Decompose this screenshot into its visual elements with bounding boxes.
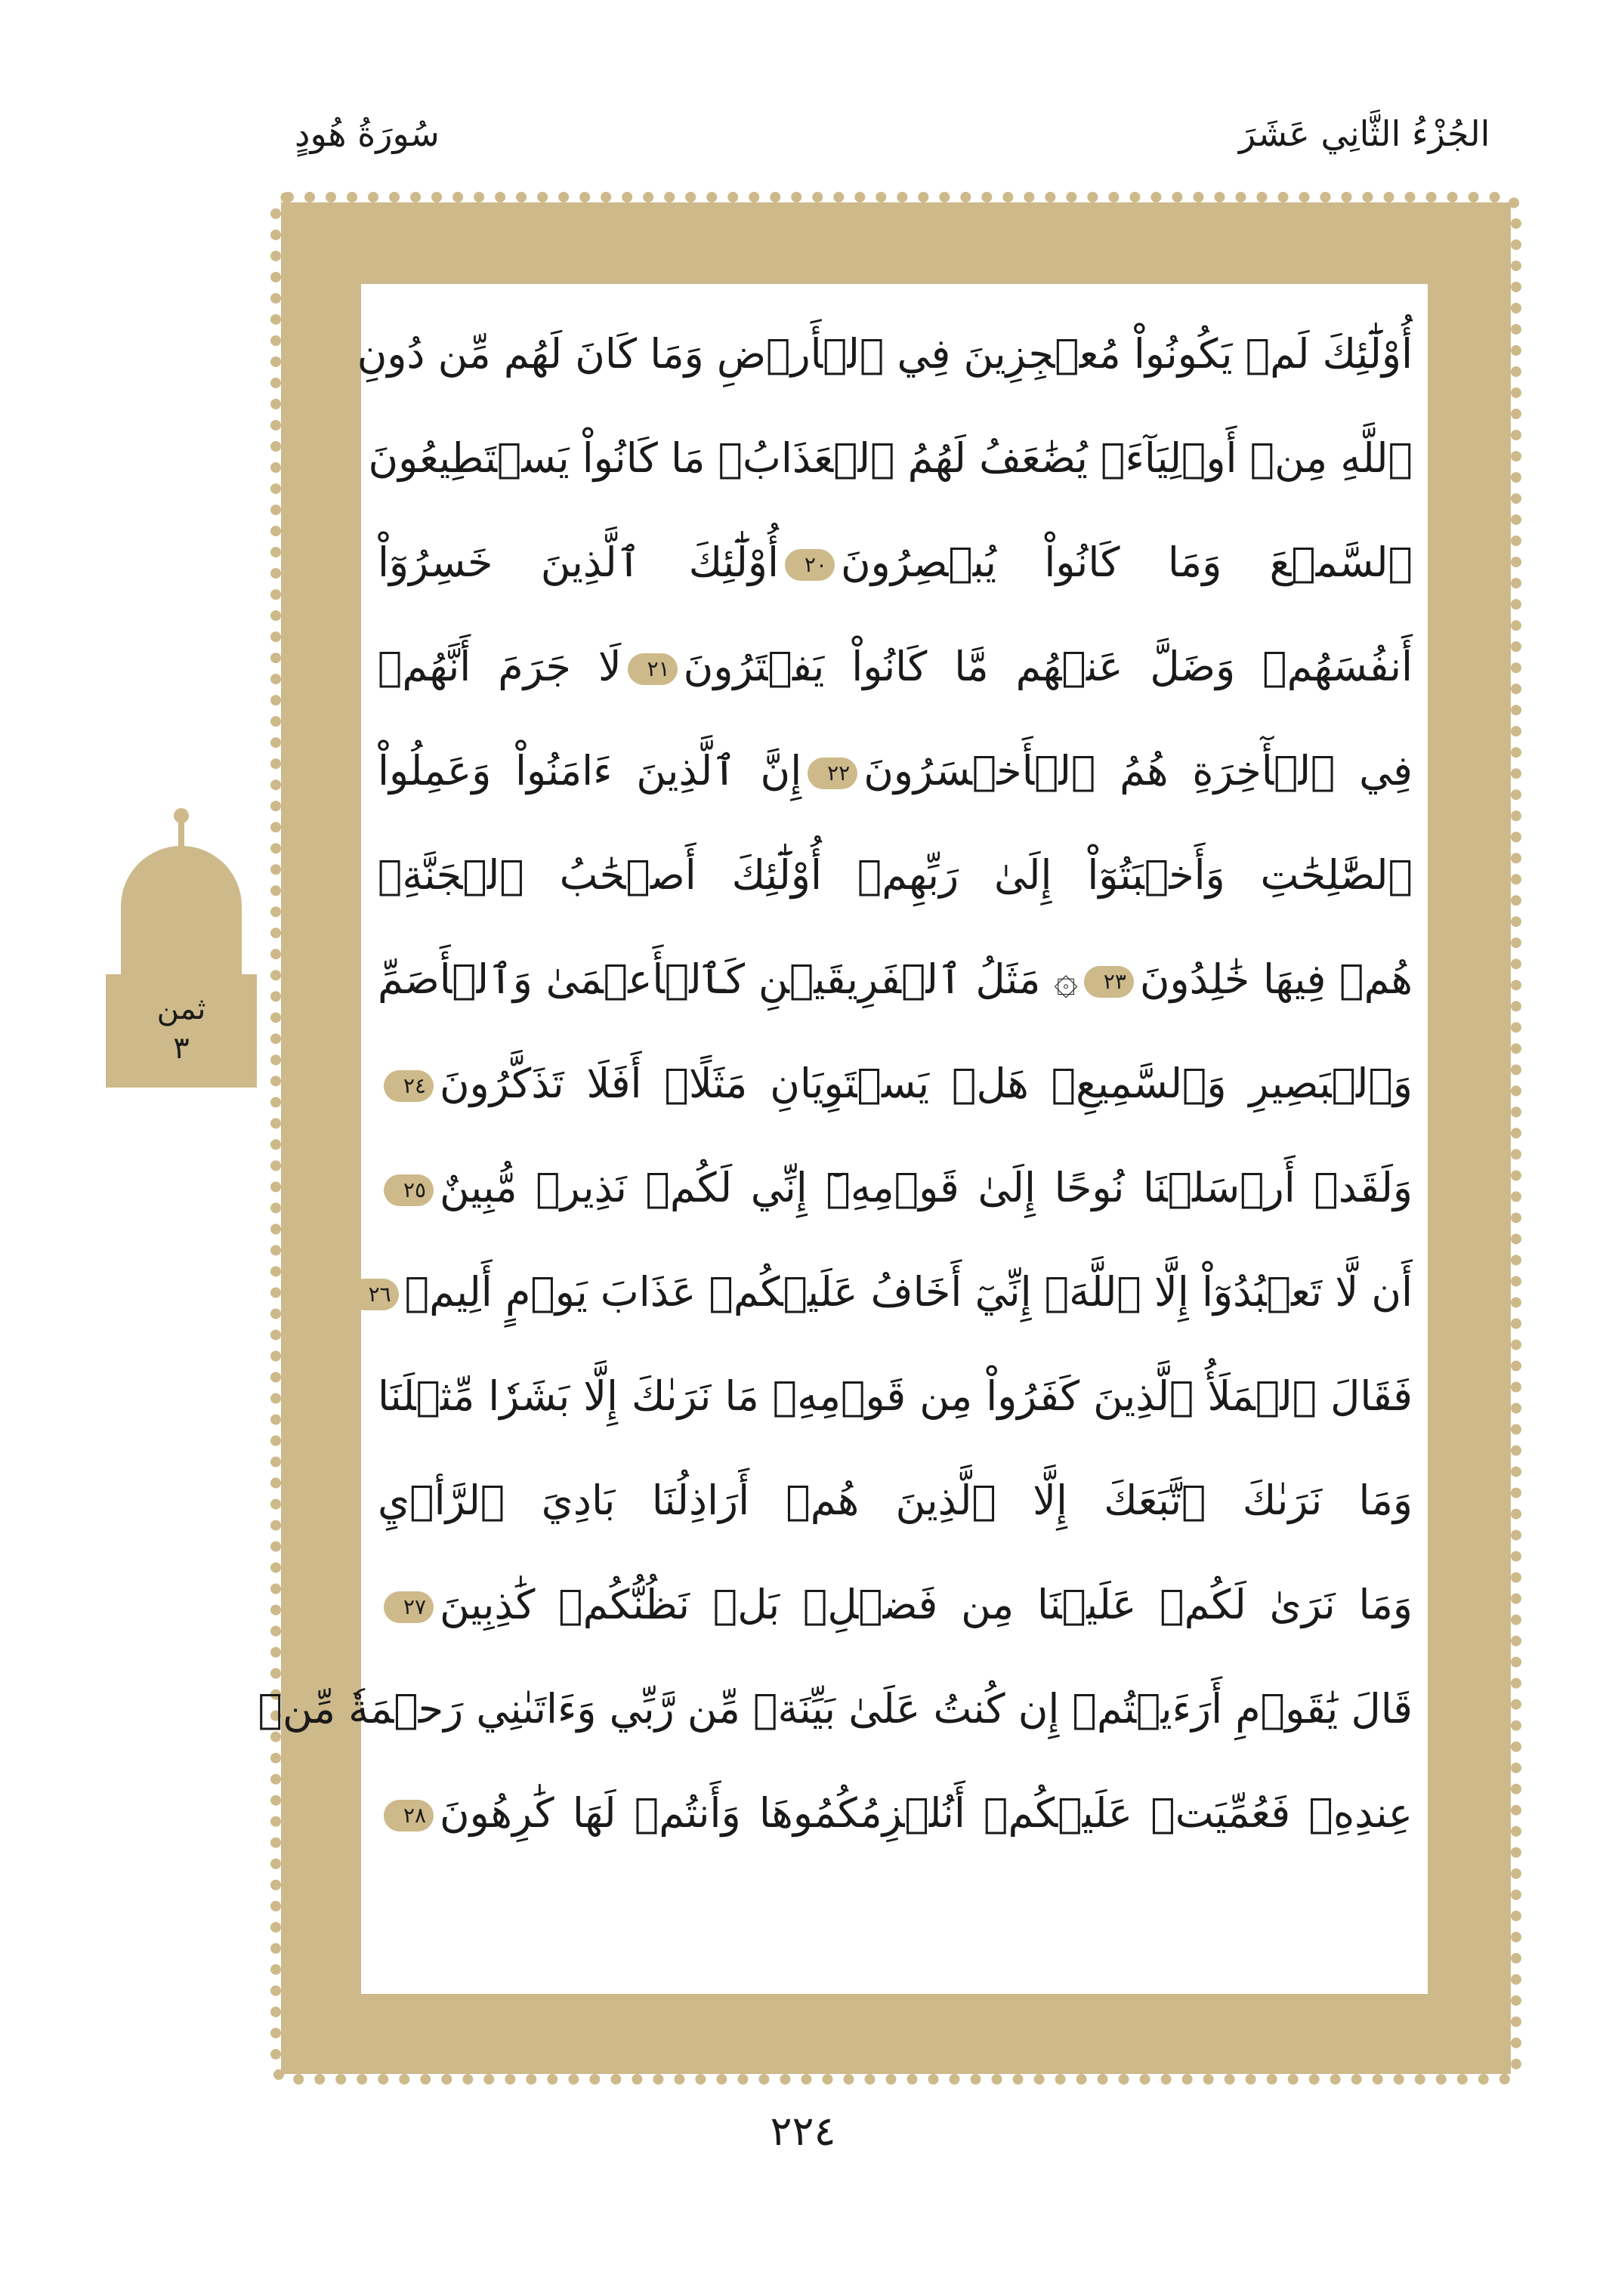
verse-text: ٱلصَّٰلِحَٰتِ وَأَخۡبَتُوٓاْ إِلَىٰ رَبِّهِمۡ أُوْلَٰٓئِكَ أَصۡحَٰبُ ٱلۡجَنَّةِۖ <box>378 851 1413 899</box>
ayah-number-badge: ٢١ <box>628 653 678 685</box>
ayah-number-badge: ٢٣ <box>1084 966 1134 998</box>
surah-title: سُورَةُ هُودٍ <box>295 113 440 154</box>
verse-text: عِندِهِۦ فَعُمِّيَتۡ عَلَيۡكُمۡ أَنُلۡزِمُكُمُوهَا وَأَنتُمۡ لَهَا كَٰرِهُونَ <box>440 1789 1413 1837</box>
verse-text: ٱللَّهِ مِنۡ أَوۡلِيَآءَۘ يُضَٰعَفُ لَهُمُ ٱلۡعَذَابُۚ مَا كَانُواْ يَسۡتَطِيعُونَ <box>368 434 1413 482</box>
text-line <box>378 1761 1413 1866</box>
ayah-number-badge: ٢٧ <box>384 1591 434 1623</box>
text-line <box>378 1553 1413 1657</box>
ayah-number-badge: ٢٠ <box>785 549 835 581</box>
text-line <box>368 406 1413 511</box>
text-line <box>378 1344 1413 1449</box>
marker-number: ٣ <box>173 1031 190 1066</box>
text-line <box>378 927 1413 1032</box>
verse-text: قَالَ يَٰقَوۡمِ أَرَءَيۡتُمۡ إِن كُنتُ عَلَىٰ بَيِّنَةٖ مِّن رَّبِّي وَءَاتَىٰنِي رَحۡمَةٗ مِّنۡ <box>258 1685 1413 1733</box>
verse-text: فَقَالَ ٱلۡمَلَأُ ٱلَّذِينَ كَفَرُواْ مِن قَوۡمِهِۦ مَا نَرَىٰكَ إِلَّا بَشَرٗا مِّثۡلَنَا <box>378 1372 1413 1420</box>
text-line <box>378 823 1413 927</box>
verse-text: أُوْلَٰٓئِكَ لَمۡ يَكُونُواْ مُعۡجِزِينَ فِي ٱلۡأَرۡضِ وَمَا كَانَ لَهُم مِّن دُونِ <box>357 330 1413 378</box>
text-line <box>378 1032 1413 1136</box>
text-line <box>357 302 1413 406</box>
verse-text: أَن لَّا تَعۡبُدُوٓاْ إِلَّا ٱللَّهَۖ إِنِّيٓ أَخَافُ عَلَيۡكُمۡ عَذَابَ يَوۡمٍ أَلِيمٖ <box>404 1268 1413 1316</box>
marker-label: ثمن <box>156 992 206 1026</box>
text-line <box>378 1136 1413 1240</box>
verse-text: لَا جَرَمَ أَنَّهُمۡ <box>378 643 622 690</box>
text-line <box>378 1449 1413 1553</box>
text-line <box>368 1240 1413 1344</box>
text-line <box>378 511 1413 615</box>
verse-text: هُمۡ فِيهَا خَٰلِدُونَ <box>1139 955 1413 1003</box>
verse-text: أُوْلَٰٓئِكَ ٱلَّذِينَ خَسِرُوٓاْ <box>378 539 779 586</box>
verse-text: وَمَا نَرَىٰكَ ٱتَّبَعَكَ إِلَّا ٱلَّذِينَ هُمۡ أَرَاذِلُنَا بَادِيَ ٱلرَّأۡيِ <box>378 1477 1413 1524</box>
verse-text: وَلَقَدۡ أَرۡسَلۡنَا نُوحًا إِلَىٰ قَوۡمِهِۦٓ إِنِّي لَكُمۡ نَذِيرٞ مُّبِينٌ <box>440 1164 1413 1211</box>
verse-text: أَنفُسَهُمۡ وَضَلَّ عَنۡهُم مَّا كَانُواْ يَفۡتَرُونَ <box>683 643 1413 690</box>
ayah-number-badge: ٢٦ <box>349 1279 399 1310</box>
ayah-number-badge: ٢٢ <box>808 758 857 789</box>
ayah-number-badge: ٢٤ <box>384 1070 434 1102</box>
verse-text: وَمَا نَرَىٰ لَكُمۡ عَلَيۡنَا مِن فَضۡلِۭ بَلۡ نَظُنُّكُمۡ كَٰذِبِينَ <box>440 1581 1413 1628</box>
verse-text: ۞ مَثَلُ ٱلۡفَرِيقَيۡنِ كَٱلۡأَعۡمَىٰ وَٱلۡأَصَمِّ <box>378 955 1078 1003</box>
text-line <box>378 719 1413 823</box>
marker-text <box>106 989 257 1068</box>
page-number: ٢٢٤ <box>770 2107 836 2155</box>
verse-text: فِي ٱلۡأٓخِرَةِ هُمُ ٱلۡأَخۡسَرُونَ <box>863 747 1413 795</box>
quran-text <box>258 302 1413 1979</box>
ayah-number-badge: ٢٥ <box>384 1174 434 1206</box>
ayah-number-badge: ٢٨ <box>384 1800 434 1832</box>
juz-title: الجُزْءُ الثَّانِي عَشَرَ <box>1239 113 1490 154</box>
verse-text: ٱلسَّمۡعَ وَمَا كَانُواْ يُبۡصِرُونَ <box>841 539 1413 586</box>
verse-text: إِنَّ ٱلَّذِينَ ءَامَنُواْ وَعَمِلُواْ <box>378 747 802 795</box>
hizb-quarter-marker <box>106 816 257 1088</box>
verse-text: وَٱلۡبَصِيرِ وَٱلسَّمِيعِۚ هَلۡ يَسۡتَوِيَانِ مَثَلًاۚ أَفَلَا تَذَكَّرُونَ <box>440 1060 1413 1107</box>
text-line <box>378 615 1413 719</box>
text-line <box>258 1657 1413 1761</box>
